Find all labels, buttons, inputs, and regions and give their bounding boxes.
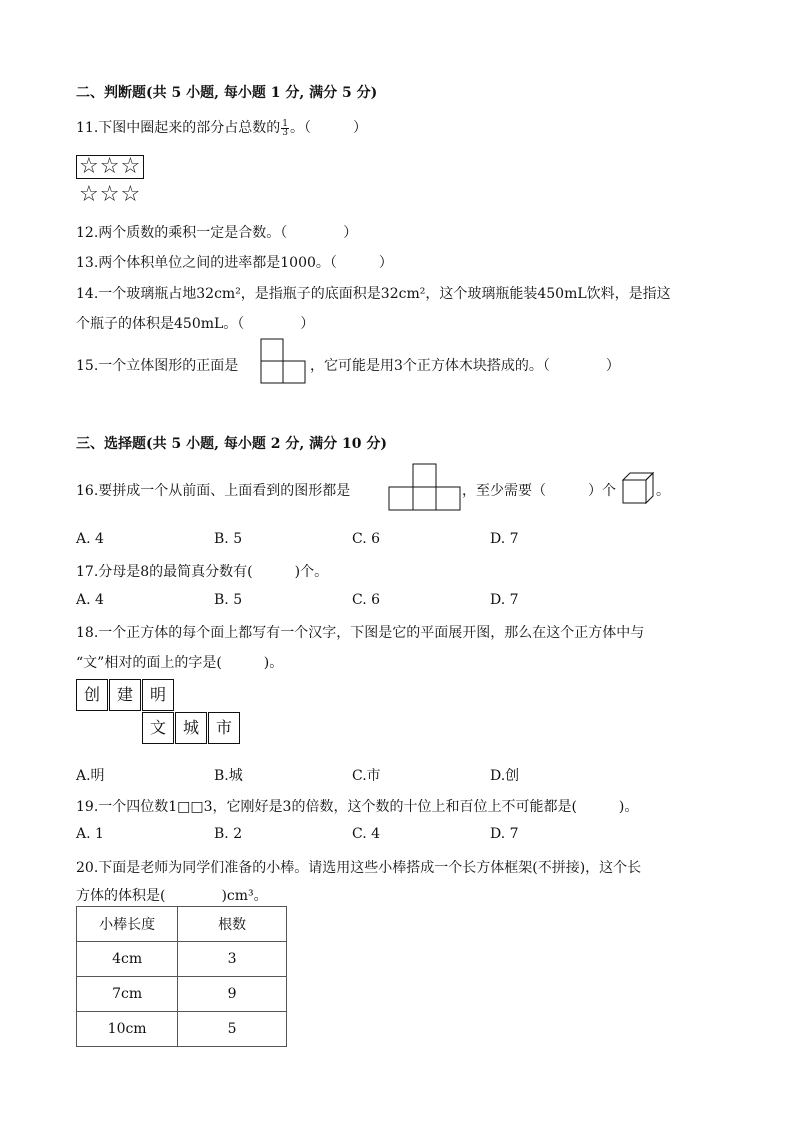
stick-table bbox=[76, 906, 287, 1047]
table-row bbox=[77, 942, 287, 977]
table-row bbox=[77, 1012, 287, 1047]
q17-option-c: C. 6 bbox=[352, 592, 381, 608]
q18-option-d: D.创 bbox=[490, 768, 520, 784]
q16-option-a: A. 4 bbox=[76, 531, 104, 547]
table-cell: 9 bbox=[178, 977, 287, 1012]
question-15-text: 15.一个立体图形的正面是 bbox=[76, 358, 239, 374]
table-header-length: 小棒长度 bbox=[77, 907, 178, 942]
q16-option-c: C. 6 bbox=[352, 531, 381, 547]
table-cell: 3 bbox=[178, 942, 287, 977]
question-20-line2: 方体的体积是( )cm³。 bbox=[76, 888, 268, 904]
question-17: 17.分母是8的最简真分数有( )个。 bbox=[76, 564, 329, 580]
q19-option-b: B. 2 bbox=[214, 826, 243, 842]
q18-option-a: A.明 bbox=[76, 768, 105, 784]
question-11 bbox=[76, 117, 367, 137]
fraction-numerator: 1 bbox=[282, 118, 288, 129]
question-16-mid: ，至少需要（ ）个 bbox=[462, 483, 616, 499]
net-cell-cheng: 城 bbox=[175, 712, 207, 744]
table-row bbox=[77, 977, 287, 1012]
q18-option-c: C.市 bbox=[352, 768, 381, 784]
question-14-line2: 个瓶子的体积是450mL。（ ） bbox=[76, 316, 315, 332]
fraction-denominator: 3 bbox=[282, 127, 288, 138]
table-cell: 5 bbox=[178, 1012, 287, 1047]
plain-stars: ☆☆☆ bbox=[79, 182, 142, 207]
q16-option-b: B. 5 bbox=[214, 531, 243, 547]
table-cell: 7cm bbox=[77, 977, 178, 1012]
question-13: 13.两个体积单位之间的进率都是1000。（ ） bbox=[76, 255, 393, 271]
q17-option-d: D. 7 bbox=[490, 592, 519, 608]
question-12: 12.两个质数的乘积一定是合数。（ ） bbox=[76, 225, 358, 241]
net-cell-shi: 市 bbox=[208, 712, 240, 744]
section2-heading: 二、判断题(共 5 小题, 每小题 1 分, 满分 5 分) bbox=[76, 85, 378, 101]
q17-option-b: B. 5 bbox=[214, 592, 243, 608]
net-cell-chuang: 创 bbox=[76, 679, 108, 711]
question-14-line1: 14.一个玻璃瓶占地32cm²，是指瓶子的底面积是32cm²，这个玻璃瓶能装450mL饮料，是指这 bbox=[76, 286, 671, 302]
table-header-row bbox=[77, 907, 287, 942]
section3-heading: 三、选择题(共 5 小题, 每小题 2 分, 满分 10 分) bbox=[76, 436, 387, 452]
fraction-one-third bbox=[281, 120, 289, 137]
question-16-end: 。 bbox=[656, 483, 670, 499]
net-cell-wen: 文 bbox=[142, 712, 174, 744]
table-cell: 4cm bbox=[77, 942, 178, 977]
question-11-blank: 。（ ） bbox=[290, 120, 367, 136]
view-shape-figure bbox=[388, 463, 462, 511]
net-cell-ming: 明 bbox=[142, 679, 174, 711]
q17-option-a: A. 4 bbox=[76, 592, 104, 608]
table-header-count: 根数 bbox=[178, 907, 287, 942]
question-18-line2: “文”相对的面上的字是( )。 bbox=[76, 655, 284, 671]
table-cell: 10cm bbox=[77, 1012, 178, 1047]
question-18-line1: 18.一个正方体的每个面上都写有一个汉字，下图是它的平面展开图，那么在这个正方体中与 bbox=[76, 625, 645, 641]
q18-option-b: B.城 bbox=[214, 768, 243, 784]
question-11-text: 11.下图中圈起来的部分占总数的 bbox=[76, 120, 281, 136]
question-16-text: 16.要拼成一个从前面、上面看到的图形都是 bbox=[76, 483, 351, 499]
net-cell-jian: 建 bbox=[109, 679, 141, 711]
question-20-line1: 20.下面是老师为同学们准备的小棒。请选用这些小棒搭成一个长方体框架(不拼接)，这个长 bbox=[76, 860, 642, 876]
front-view-figure bbox=[260, 338, 308, 384]
q16-option-d: D. 7 bbox=[490, 531, 519, 547]
q19-option-c: C. 4 bbox=[352, 826, 381, 842]
q19-option-a: A. 1 bbox=[76, 826, 104, 842]
cube-icon bbox=[622, 472, 656, 506]
circled-stars: ☆☆☆ bbox=[76, 155, 144, 179]
question-15-rest: ，它可能是用3个正方体木块搭成的。（ ） bbox=[310, 358, 620, 374]
q19-option-d: D. 7 bbox=[490, 826, 519, 842]
question-19: 19.一个四位数1□□3，它刚好是3的倍数，这个数的十位上和百位上不可能都是( )。 bbox=[76, 799, 639, 815]
